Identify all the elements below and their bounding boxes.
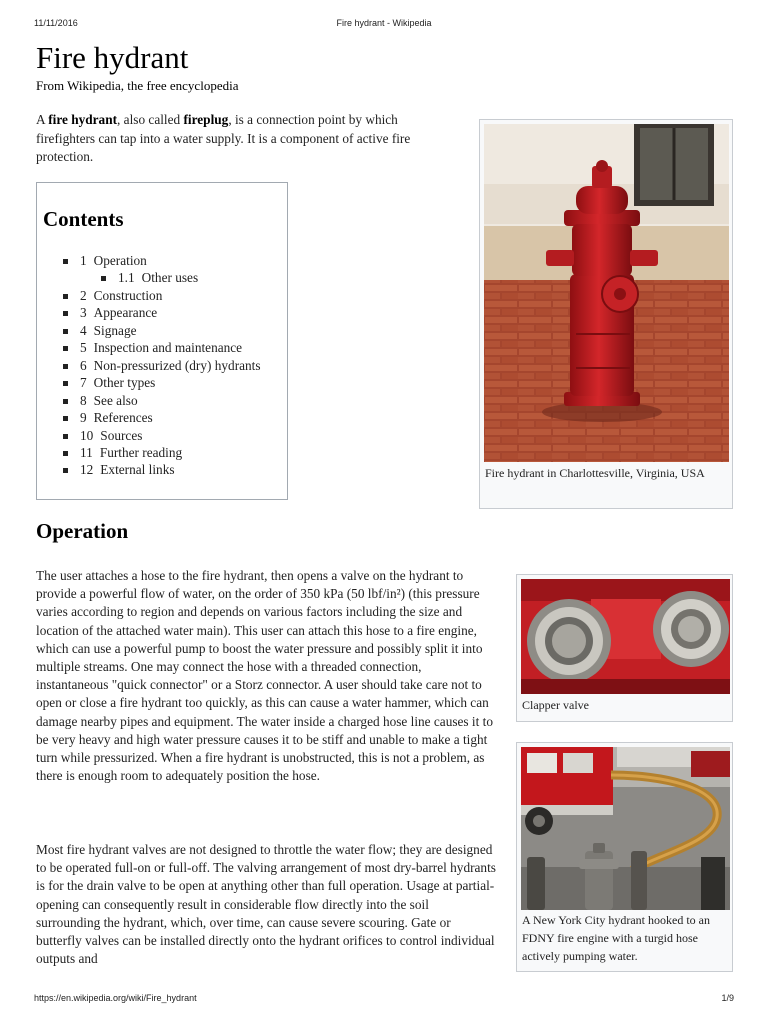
toc-item-number: 3	[80, 305, 87, 321]
toc-item[interactable]	[63, 304, 261, 321]
toc-item-number: 6	[80, 357, 87, 373]
clapper-valve-photo	[521, 579, 730, 694]
toc-item-label[interactable]: Further reading	[99, 444, 183, 460]
operation-paragraph-2: Most fire hydrant valves are not designed to throttle the water flow; they are designed to be operated full-on or full-off. The valving arrangement of most dry-barrel hydrants is for the drain valve to be open at anything other than full operation. Usage at partial-opening can consequently result in considerable flow directly into the soil surrounding the hydrant, which, over time, can cause severe scouring. Gate or butterfly valves can be installed directly onto the hydrant orifices to control individual outputs and	[36, 842, 496, 967]
toc-item[interactable]	[63, 339, 261, 356]
toc-item[interactable]	[63, 427, 261, 444]
toc-item-number: 9	[80, 410, 87, 426]
toc-item-label[interactable]: References	[93, 410, 153, 426]
lead-paragraph: A fire hydrant, also called fireplug, is a connection point by which firefighters can tap into a water supply. It is a component of active fire protection.	[36, 112, 411, 164]
toc-item[interactable]	[63, 269, 261, 286]
toc-item-number: 7	[80, 375, 87, 391]
figure-clapper-caption: Clapper valve	[522, 698, 589, 712]
toc-item[interactable]	[63, 322, 261, 339]
term-fireplug: fireplug	[183, 112, 229, 127]
figure-nyc-caption: A New York City hydrant hooked to an FDNY fire engine with a turgid hose actively pumping water.	[522, 913, 710, 963]
toc-item[interactable]	[63, 409, 261, 426]
toc-item-number: 2	[80, 287, 87, 303]
toc-item[interactable]	[63, 252, 261, 269]
table-of-contents	[36, 182, 288, 500]
toc-item-label[interactable]: Operation	[93, 253, 147, 268]
toc-item-label[interactable]: Non-pressurized (dry) hydrants	[93, 357, 261, 373]
toc-item[interactable]	[63, 444, 261, 461]
operation-paragraph-1: The user attaches a hose to the fire hydrant, then opens a valve on the hydrant to provide a powerful flow of water, on the order of 350 kPa (50 lbf/in²) (this pressure varies according to region and depends on various factors including the size and location of the attached water main). This user can attach this hose to a fire engine, which can use a powerful pump to boost the water pressure and possibly split it into multiple streams. One may connect the hose with a threaded connection, instantaneous "quick connector" or a Storz connector. A user should take care not to open or close a fire hydrant too quickly, as this can cause a water hammer, which can damage nearby pipes and equipment. The water inside a charged hose line causes it to be very heavy and high water pressure causes it to be stiff and unable to make a tight turn while pressurized. When a fire hydrant is unobstructed, this is not a problem, as there is enough room to adequately position the hose.	[36, 568, 493, 784]
toc-item-number: 12	[80, 462, 94, 478]
toc-item[interactable]	[63, 287, 261, 304]
toc-item[interactable]	[63, 461, 261, 478]
nyc-hydrant-photo	[521, 747, 730, 910]
toc-item-label[interactable]: Sources	[100, 427, 143, 443]
article-title: Fire hydrant	[36, 40, 189, 75]
figure-clapper-valve	[516, 574, 733, 722]
toc-item-number: 1	[80, 253, 87, 268]
toc-item-label[interactable]: External links	[100, 462, 175, 478]
toc-item-number: 8	[80, 392, 87, 408]
print-url: https://en.wikipedia.org/wiki/Fire_hydrant	[34, 993, 197, 1003]
toc-item-number: 4	[80, 322, 87, 338]
print-date: 11/11/2016	[34, 18, 78, 28]
toc-item-label[interactable]: Signage	[93, 322, 137, 338]
print-page-title: Fire hydrant - Wikipedia	[336, 18, 432, 28]
term-fire-hydrant: fire hydrant	[48, 112, 118, 127]
toc-item-label[interactable]: Inspection and maintenance	[93, 340, 243, 356]
article-tagline: From Wikipedia, the free encyclopedia	[36, 78, 239, 93]
toc-item-label[interactable]: Other uses	[141, 270, 199, 286]
toc-heading: Contents	[43, 207, 124, 231]
toc-item[interactable]	[63, 374, 261, 391]
toc-item-label[interactable]: Construction	[93, 287, 163, 303]
toc-item-label[interactable]: See also	[93, 392, 138, 408]
toc-item-number: 5	[80, 340, 87, 356]
toc-item-label[interactable]: Other types	[93, 375, 156, 391]
figure-hydrant-caption: Fire hydrant in Charlottesville, Virginia, USA	[485, 466, 705, 480]
print-page-number: 1/9	[721, 993, 734, 1003]
toc-item[interactable]	[63, 392, 261, 409]
toc-item[interactable]	[63, 357, 261, 374]
hydrant-photo	[484, 124, 729, 462]
section-heading-operation: Operation	[36, 519, 129, 543]
toc-item-number: 10	[80, 427, 94, 443]
figure-hydrant	[479, 119, 733, 509]
toc-list	[63, 252, 261, 479]
toc-item-number: 1.1	[118, 270, 135, 286]
figure-nyc-hydrant	[516, 742, 733, 972]
toc-item-number: 11	[80, 444, 93, 460]
toc-item-label[interactable]: Appearance	[93, 305, 158, 321]
